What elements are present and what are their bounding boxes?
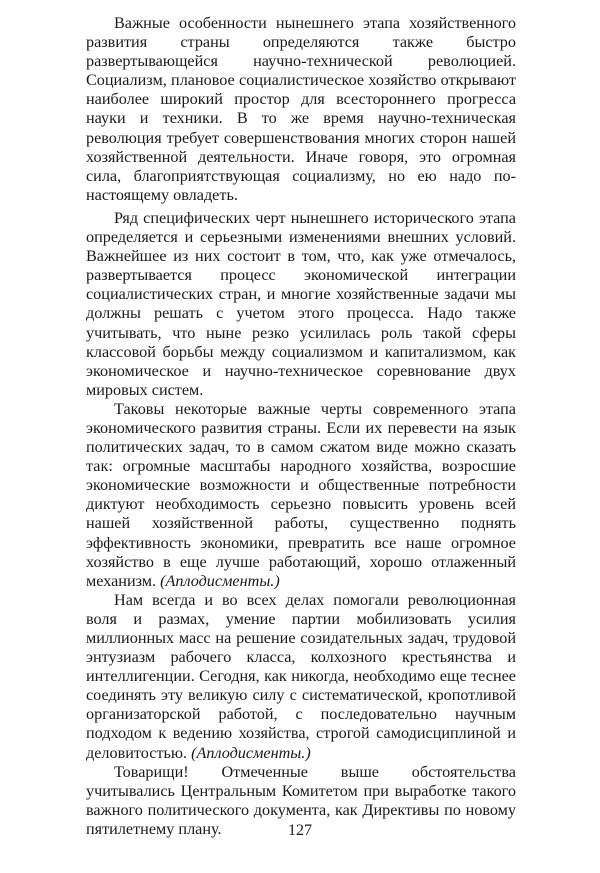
applause-note-1: (Аплодисменты.) <box>160 571 280 590</box>
paragraph-3 <box>86 400 516 591</box>
paragraph-2 <box>86 209 516 400</box>
applause-note-2: (Аплодисменты.) <box>191 743 311 762</box>
paragraph-1 <box>86 14 516 205</box>
paragraph-3-text: Таковы некоторые важные черты современного этапа экономического развития страны. Если их перевести на язык политических задач, то в самом сжатом виде можно сказать так: огромные масштабы народного хозяйства, возросшие экономические возможности и общественные потребности диктуют необходимость серьезно повысить уровень всей нашей хозяйственной работы, существенно поднять эффективность экономики, превратить все наше огромное хозяйство в еще лучше работающий, хорошо отлаженный механизм. <box>86 399 516 590</box>
paragraph-4 <box>86 591 516 763</box>
page-number: 127 <box>288 822 312 839</box>
paragraph-4-text: Нам всегда и во всех делах помогали революционная воля и размах, умение партии мобилизовать усилия миллионных масс на решение созидательных задач, трудовой энтузиазм рабочего класса, колхозного крестьянства и интеллигенции. Сегодня, как никогда, необходимо еще теснее соединять эту великую силу с систематической, кропотливой организаторской работой, с последовательно научным подходом к ведению хозяйства, строгой самодисциплиной и деловитостью. <box>86 590 516 762</box>
paragraph-1-text: Важные особенности нынешнего этапа хозяйственного развития страны определяются также быстро развертывающейся научно-технической революцией. Социализм, плановое социалистическое хозяйство открывают наиболее широкий простор для всестороннего прогресса науки и техники. В то же время научно-техническая революция требует совершенствования многих сторон нашей хозяйственной деятельности. Иначе говоря, это огромная сила, благоприятствующая социализму, но ею надо по-настоящему овладеть. <box>86 14 516 204</box>
paragraph-5-text: Товарищи! Отмеченные выше обстоятельства учитывались Центральным Комитетом при выработке такого важного политического документа, как Директивы по новому пятилетнему плану. <box>86 762 516 838</box>
paragraph-2-text: Ряд специфических черт нынешнего исторического этапа определяется и серьезными изменениями внешних условий. Важнейшее из них состоит в том, что, как уже отмечалось, развертывается процесс экономической интеграции социалистических стран, и многие хозяйственные задачи мы должны решать с учетом этого процесса. Надо также учитывать, что ныне резко усилилась роль такой сферы классовой борьбы между социализмом и капитализмом, как экономическое и научно-техническое соревнование двух мировых систем. <box>86 208 516 399</box>
